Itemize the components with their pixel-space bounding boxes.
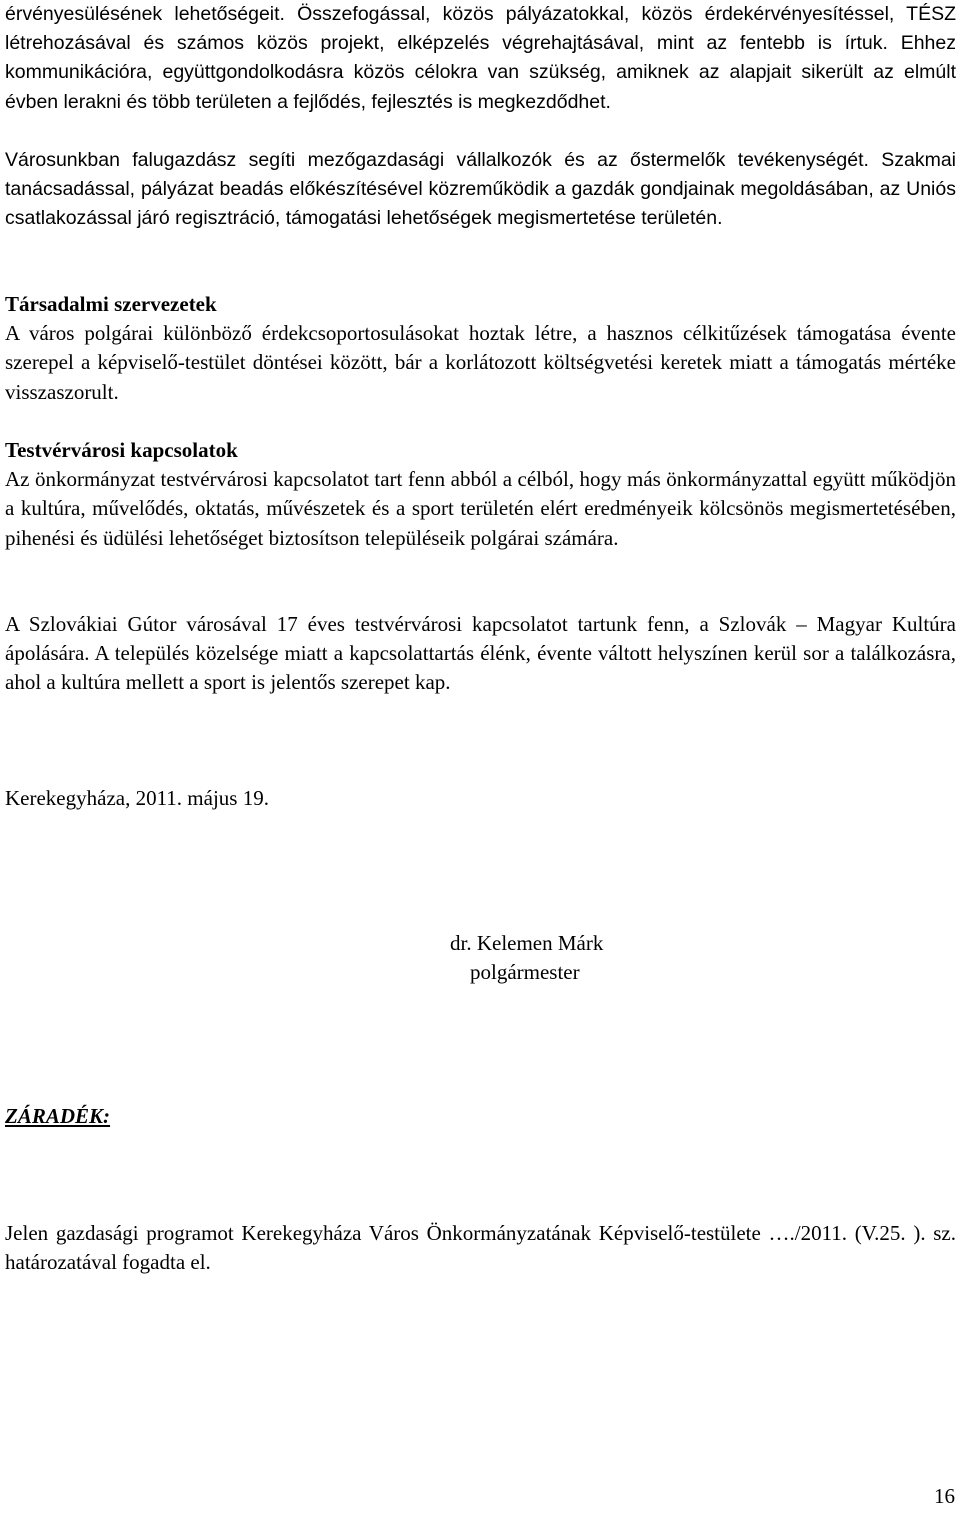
clause-section <box>5 1219 956 1277</box>
intro-paragraph-2-wrap <box>5 146 956 234</box>
civil-body: A város polgárai különböző érdekcsoportosulásokat hoztak létre, a hasznos célkitűzések támogatása évente szerepel a képviselő-testület döntései között, bár a korlátozott költségvetési keretek miatt a támogatás mértéke visszaszorult. <box>5 321 956 404</box>
twin-section <box>5 436 956 553</box>
twin-paragraph-2-wrap <box>5 610 956 698</box>
civil-section <box>5 290 956 407</box>
twin-body-2: A Szlovákiai Gútor városával 17 éves testvérvárosi kapcsolatot tartunk fenn, a Szlovák – Magyar Kultúra ápolására. A település közelsége miatt a kapcsolattartás élénk, évente váltott helyszínen kerül sor a találkozásra, ahol a kultúra mellett a sport is jelentős szerepet kap. <box>5 612 956 695</box>
clause-heading: ZÁRADÉK: <box>5 1104 111 1128</box>
signer-title: polgármester <box>470 960 580 984</box>
intro-section <box>5 0 956 117</box>
signer-name: dr. Kelemen Márk <box>450 931 604 955</box>
clause-body: Jelen gazdasági programot Kerekegyháza Város Önkormányzatának Képviselő-testülete …./2011. (V.25. ). sz. határozatával fogadta el. <box>5 1221 956 1275</box>
twin-body-1: Az önkormányzat testvérvárosi kapcsolatot tart fenn abból a célból, hogy más önkormányzattal együtt működjön a kultúra, művelődés, oktatás, művészetek és a sport területén elért eredményeik kölcsönös megismertetésében, pihenési és üdülési lehetőséget biztosítson településeik polgárai számára. <box>5 467 956 550</box>
intro-paragraph-1: érvényesülésének lehetőségeit. Összefogással, közös pályázatokkal, közös érdekérvényesítéssel, TÉSZ létrehozásával és számos közös projekt, elképzelés végrehajtásával, mint az fentebb is írtuk. Ehhez kommunikációra, együttgondolkodásra közös célokra van szükség, amiknek az alapjait sikerült az elmúlt évben lerakni és több területen a fejlődés, fejlesztés is megkezdődhet. <box>5 3 956 113</box>
civil-heading: Társadalmi szervezetek <box>5 292 217 316</box>
place-date: Kerekegyháza, 2011. május 19. <box>5 786 269 810</box>
intro-paragraph-2: Városunkban falugazdász segíti mezőgazdasági vállalkozók és az őstermelők tevékenységét. Szakmai tanácsadással, pályázat beadás előkészítésével közreműködik a gazdák gondjainak megoldásában, az Uniós csatlakozással járó regisztráció, támogatási lehetőségek megismertetése területén. <box>5 149 956 230</box>
page-number: 16 <box>934 1484 955 1508</box>
twin-heading: Testvérvárosi kapcsolatok <box>5 438 238 462</box>
